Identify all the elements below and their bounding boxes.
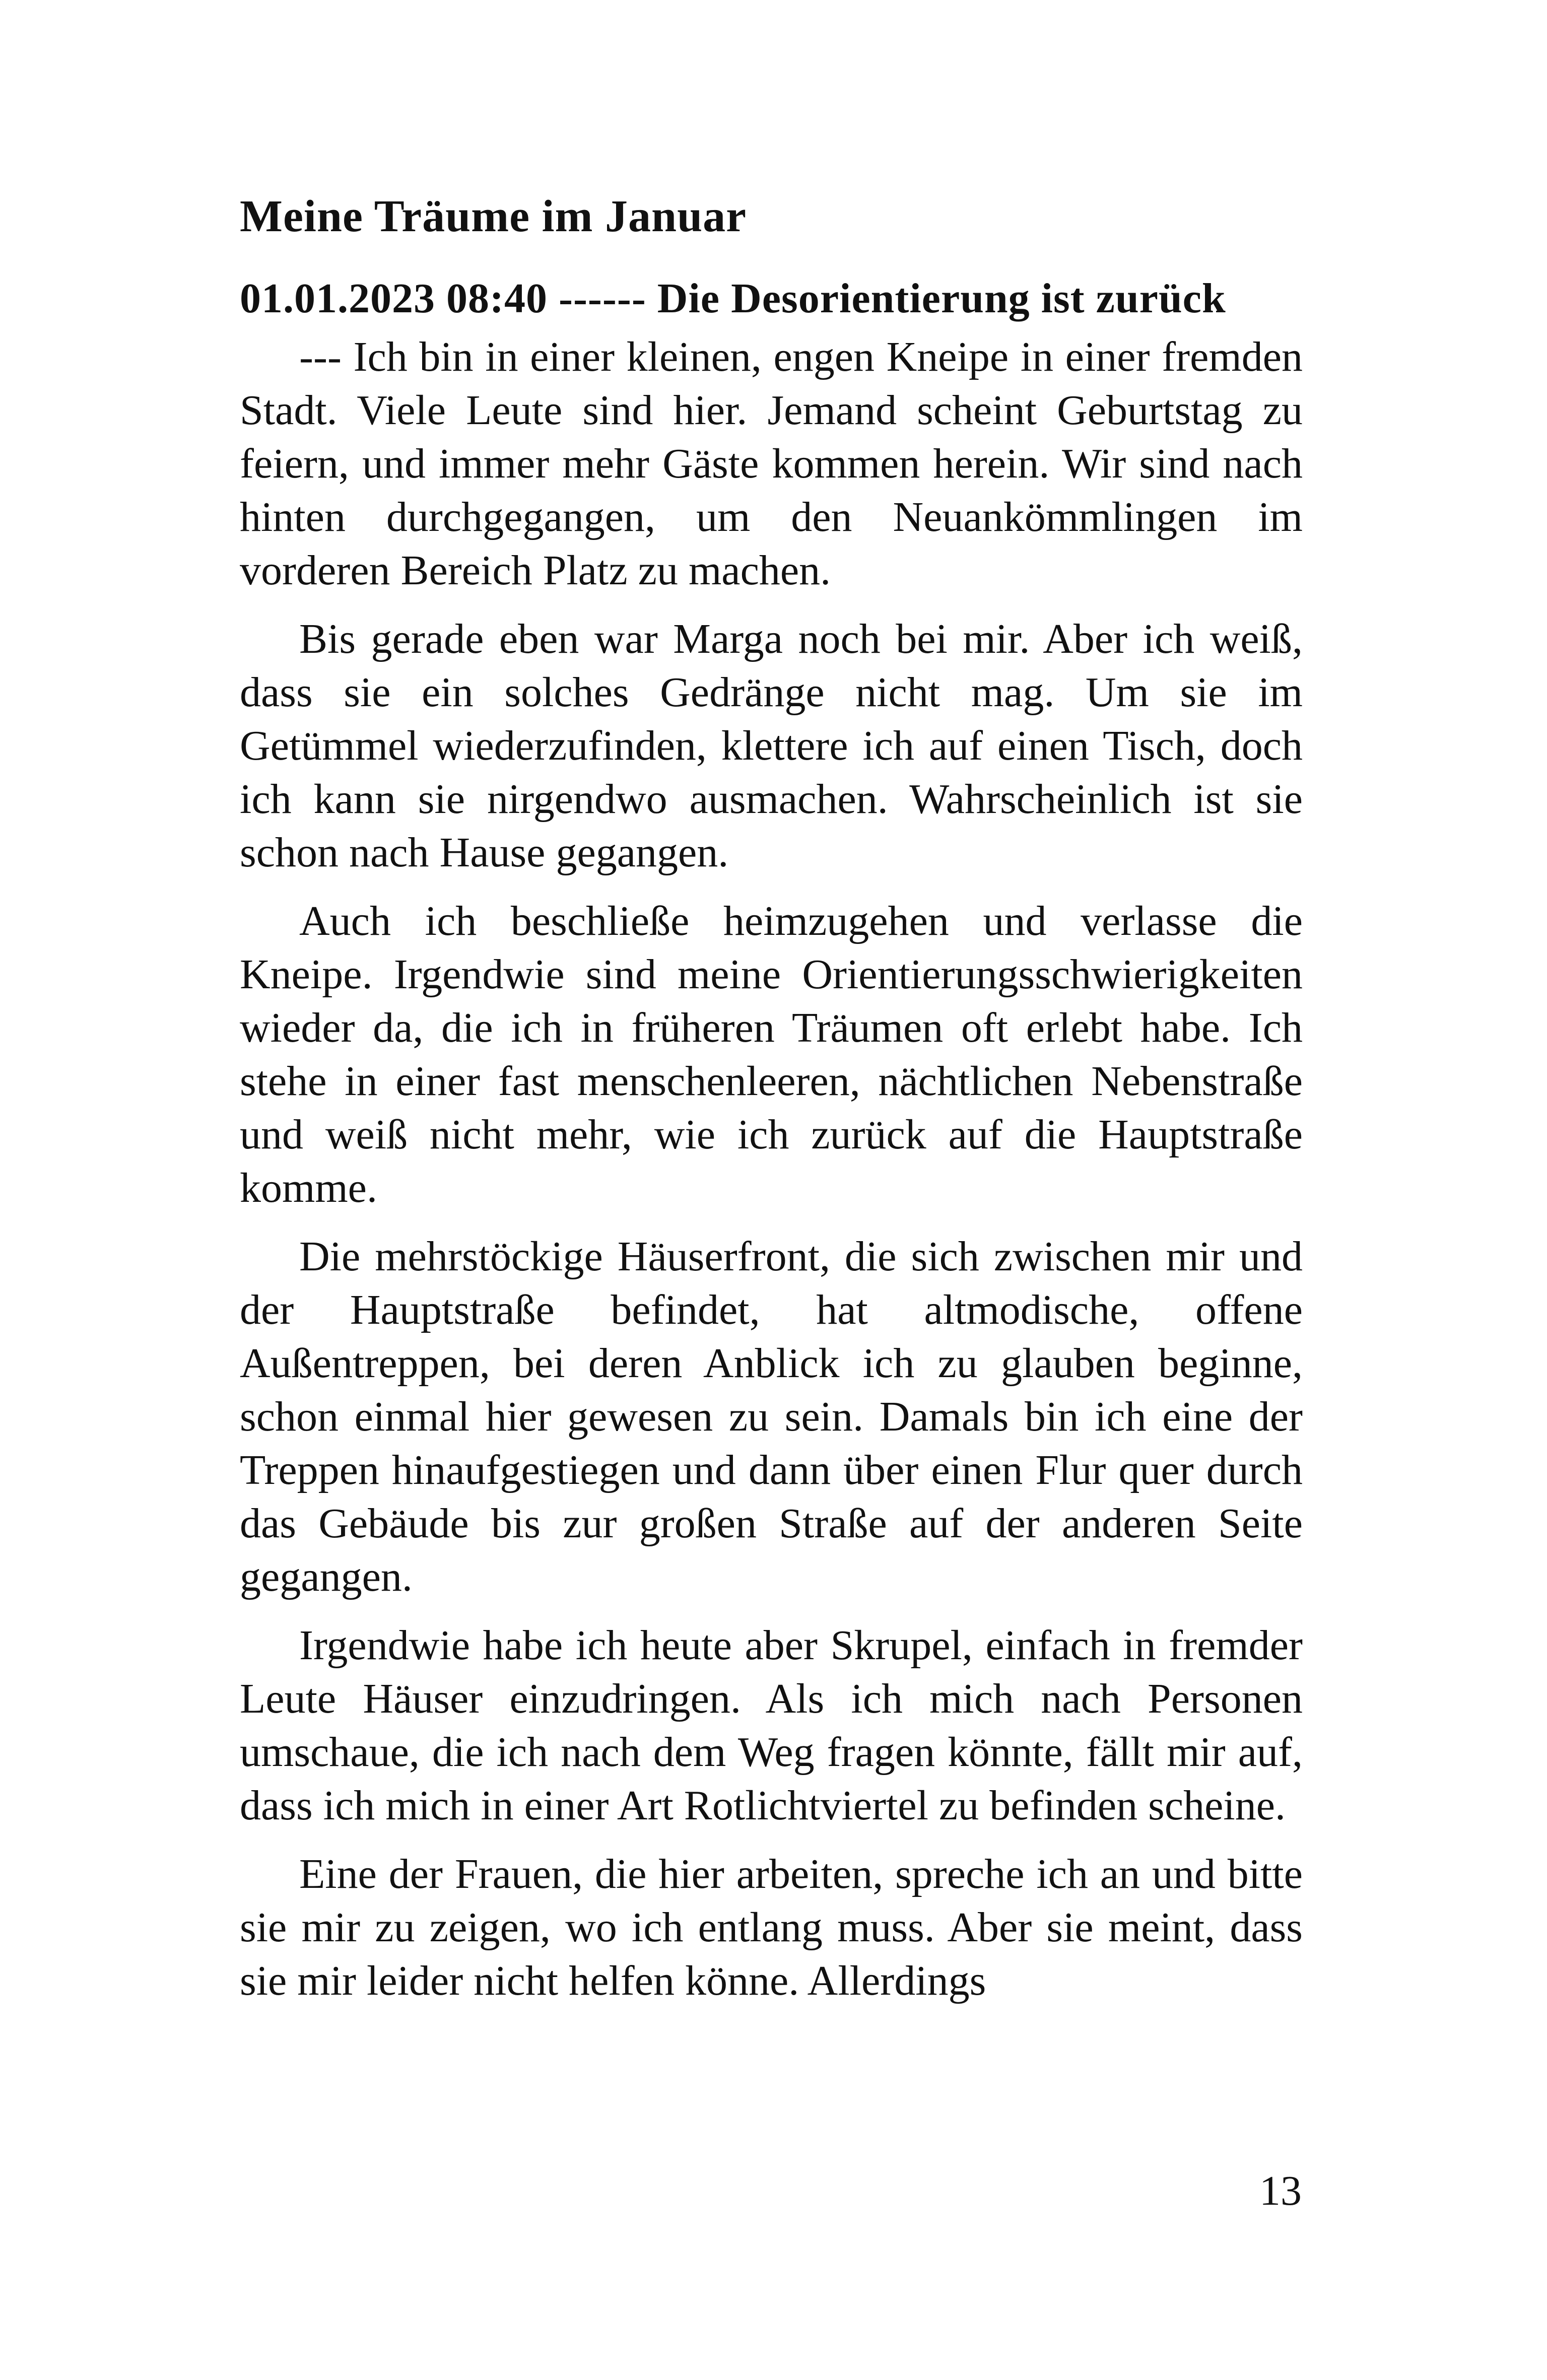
paragraph: Auch ich beschließe heimzugehen und verlasse die Kneipe. Irgendwie sind meine Orientierungsschwierigkeiten wieder da, die ich in früheren Träumen oft erlebt habe. Ich stehe in einer fast menschenleeren, nächtlichen Nebenstraße und weiß nicht mehr, wie ich zurück auf die Hauptstraße komme.	[240, 898, 1303, 1211]
paragraph: Irgendwie habe ich heute aber Skrupel, einfach in fremder Leute Häuser einzudringen. Als ich mich nach Personen umschaue, die ich nach dem Weg fragen könnte, fällt mir auf, dass ich mich in einer Art Rotlichtviertel zu befinden scheine.	[240, 1622, 1303, 1829]
page-text-block	[240, 189, 1303, 2008]
chapter-title: Meine Träume im Januar	[240, 191, 747, 241]
paragraph: Die mehrstöckige Häuserfront, die sich zwischen mir und der Hauptstraße befindet, hat altmodische, offene Außentreppen, bei deren Anblick ich zu glauben beginne, schon einmal hier gewesen zu sein. Damals bin ich eine der Treppen hinaufgestiegen und dann über einen Flur quer durch das Gebäude bis zur großen Straße auf der anderen Seite gegangen.	[240, 1233, 1303, 1600]
paragraph: Bis gerade eben war Marga noch bei mir. Aber ich weiß, dass sie ein solches Gedränge nicht mag. Um sie im Getümmel wiederzufinden, klettere ich auf einen Tisch, doch ich kann sie nirgendwo ausmachen. Wahrscheinlich ist sie schon nach Hause gegangen.	[240, 616, 1303, 876]
entry-heading: 01.01.2023 08:40 ------ Die Desorientierung ist zurück	[240, 275, 1226, 322]
page-number: 13	[1259, 2167, 1302, 2214]
paragraph: --- Ich bin in einer kleinen, engen Kneipe in einer fremden Stadt. Viele Leute sind hier. Jemand scheint Geburtstag zu feiern, und immer mehr Gäste kommen herein. Wir sind nach hinten durchgegangen, um den Neuankömmlingen im vorderen Bereich Platz zu machen.	[240, 333, 1303, 594]
paragraph: Eine der Frauen, die hier arbeiten, spreche ich an und bitte sie mir zu zeigen, wo ich entlang muss. Aber sie meint, dass sie mir leider nicht helfen könne. Allerdings	[240, 1851, 1303, 2004]
